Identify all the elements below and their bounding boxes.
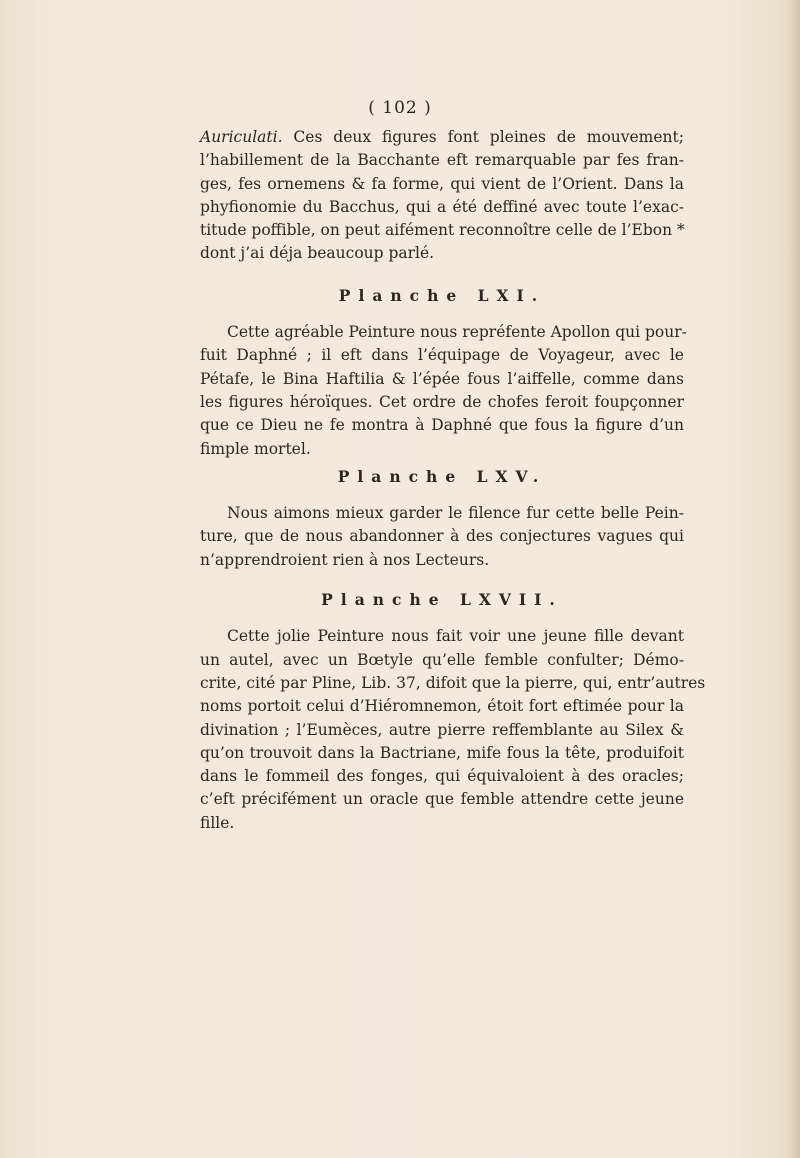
text-line: Cette jolie Peinture nous fait voir une jeune fille devant bbox=[227, 627, 684, 646]
section-heading: Planche LXVII. bbox=[321, 590, 563, 610]
text-line: un autel, avec un Bœtyle qu’elle femble confulter; Démo- bbox=[200, 650, 684, 669]
text-line: noms portoit celui d’Hiéromnemon, étoit fort eftimée pour la bbox=[200, 697, 684, 716]
body-text bbox=[200, 126, 706, 835]
text-run: Ces deux figures font pleines de mouvement; bbox=[282, 128, 684, 146]
text-line: ges, fes ornemens & fa forme, qui vient de l’Orient. Dans la bbox=[200, 174, 684, 193]
text-line: phyfionomie du Bacchus, qui a été deffiné avec toute l’exac- bbox=[200, 197, 684, 216]
section-heading: Planche LXI. bbox=[338, 285, 546, 305]
text-line: qu’on trouvoit dans la Bactriane, mife fous la tête, produifoit bbox=[200, 743, 684, 762]
text-line: Cette agréable Peinture nous repréfente Apollon qui pour- bbox=[227, 323, 687, 342]
text-line: divination ; l’Eumèces, autre pierre reffemblante au Silex & bbox=[200, 720, 684, 739]
text-line: fimple mortel. bbox=[200, 439, 311, 458]
text-line: ture, que de nous abandonner à des conjectures vagues qui bbox=[200, 527, 684, 546]
text-line: titude poffible, on peut aifément reconnoître celle de l’Ebon * bbox=[200, 221, 685, 240]
page-number: ( 102 ) bbox=[368, 98, 432, 118]
text-line: que ce Dieu ne fe montra à Daphné que fous la figure d’un bbox=[200, 416, 684, 435]
italic-term: Auriculati. bbox=[200, 128, 283, 146]
text-line: dans le fommeil des fonges, qui équivaloient à des oracles; bbox=[200, 767, 684, 786]
text-line: fuit Daphné ; il eft dans l’équipage de Voyageur, avec le bbox=[200, 346, 684, 365]
text-line: dont j’ai déja beaucoup parlé. bbox=[200, 244, 435, 263]
text-line: fille. bbox=[200, 813, 235, 832]
text-line: crite, cité par Pline, Lib. 37, difoit que la pierre, qui, entr’autres bbox=[200, 673, 706, 692]
text-line: c’eft précifément un oracle que femble attendre cette jeune bbox=[200, 790, 684, 809]
text-line: l’habillement de la Bacchante eft remarquable par fes fran- bbox=[200, 151, 684, 170]
text-line: Pétafe, le Bina Haftilia & l’épée fous l’aiffelle, comme dans bbox=[200, 369, 684, 388]
section-heading: Planche LXV. bbox=[337, 466, 547, 486]
text-line: les figures héroïques. Cet ordre de chofes feroit foupçonner bbox=[200, 392, 684, 411]
text-line: n’apprendroient rien à nos Lecteurs. bbox=[200, 550, 490, 569]
text-line: Nous aimons mieux garder le filence fur cette belle Pein- bbox=[227, 504, 684, 523]
page-edge-shadow bbox=[786, 0, 800, 1158]
text-line bbox=[200, 126, 684, 149]
